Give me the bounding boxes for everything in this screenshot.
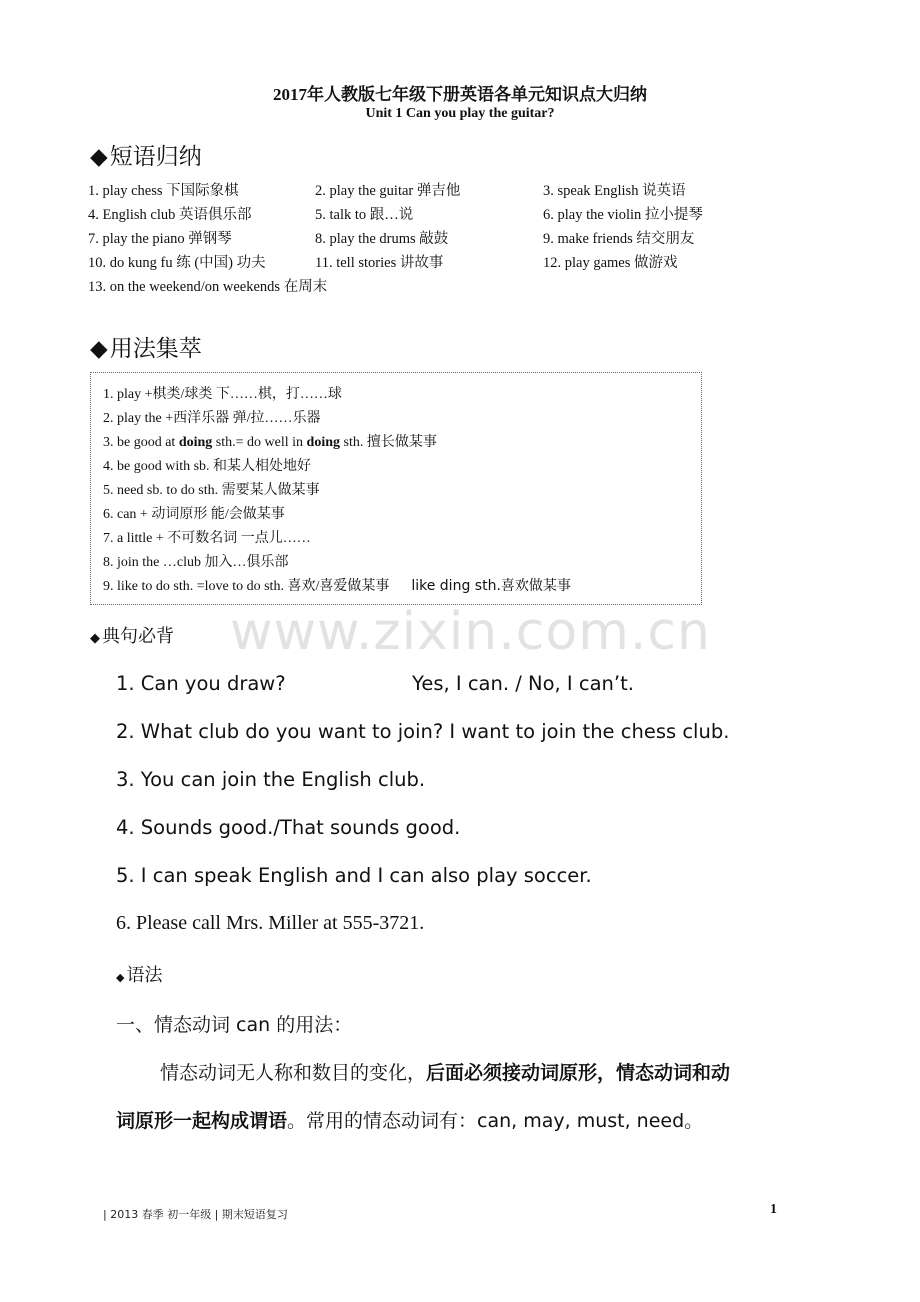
phrase-item: 7. play the piano 弹钢琴 — [88, 231, 232, 247]
grammar-paragraph-line-2 — [116, 1106, 703, 1133]
phrases-heading-text: 短语归纳 — [109, 144, 202, 170]
usage-text: 9. like to do sth. =love to do sth. 喜欢/喜爱做某事 — [103, 579, 390, 594]
paragraph-bold-text: 后面必须接动词原形，情态动词和动 — [426, 1062, 731, 1084]
sentence-4: 4. Sounds good./That sounds good. — [116, 816, 461, 839]
usage-text: sth.= do well in — [212, 435, 307, 450]
phrase-item: 4. English club 英语俱乐部 — [88, 207, 252, 223]
paragraph-bold-text: 词原形一起构成谓语 — [116, 1110, 288, 1132]
usage-heading-text: 用法集萃 — [109, 336, 202, 362]
grammar-heading-text: 语法 — [126, 965, 163, 986]
phrase-item: 8. play the drums 敲鼓 — [315, 231, 449, 247]
phrases-heading — [90, 138, 202, 171]
usage-text: sth. 擅长做某事 — [340, 435, 437, 450]
phrase-item: 1. play chess 下国际象棋 — [88, 183, 239, 199]
grammar-heading — [116, 961, 162, 987]
document-title: 2017年人教版七年级下册英语各单元知识点大归纳 — [273, 85, 647, 104]
usage-item: 6. can + 动词原形 能/会做某事 — [103, 507, 285, 522]
page-number: 1 — [770, 1202, 777, 1217]
usage-bold-text: doing — [178, 435, 213, 450]
usage-item — [103, 575, 571, 595]
diamond-icon: ◆ — [90, 631, 100, 646]
diamond-icon: ◆ — [90, 336, 108, 362]
phrase-item: 5. talk to 跟…说 — [315, 207, 414, 223]
usage-heading — [90, 330, 202, 363]
unit-title: Unit 1 Can you play the guitar? — [365, 106, 555, 121]
usage-bold-text: doing — [306, 435, 340, 450]
usage-item: 7. a little + 不可数名词 一点儿…… — [103, 531, 311, 546]
usage-item: 8. join the …club 加入…俱乐部 — [103, 555, 289, 570]
sentence-5: 5. I can speak English and I can also play soccer. — [116, 864, 592, 887]
phrase-item: 12. play games 做游戏 — [543, 255, 678, 271]
sentence-6: 6. Please call Mrs. Miller at 555-3721. — [116, 912, 425, 934]
sentences-heading — [90, 622, 174, 648]
usage-item: 2. play the +西洋乐器 弹/拉……乐器 — [103, 411, 321, 426]
footer-label: | 2013 春季 初一年级 | 期末短语复习 — [103, 1208, 288, 1221]
sentence-1-answer: Yes, I can. / No, I can’t. — [412, 672, 634, 695]
grammar-subheading: 一、情态动词 can 的用法： — [116, 1014, 353, 1036]
paragraph-text: 。常用的情态动词有：can, may, must, need。 — [287, 1110, 704, 1132]
sentence-3: 3. You can join the English club. — [116, 768, 426, 791]
sentences-heading-text: 典句必背 — [102, 626, 174, 647]
usage-text: 3. be good at — [103, 435, 179, 450]
paragraph-text: 情态动词无人称和数目的变化， — [160, 1062, 427, 1084]
diamond-icon: ◆ — [90, 144, 108, 170]
usage-item — [103, 431, 437, 451]
phrase-item: 11. tell stories 讲故事 — [315, 255, 444, 271]
sentence-2: 2. What club do you want to join? I want to join the chess club. — [116, 720, 730, 743]
usage-item: 4. be good with sb. 和某人相处地好 — [103, 459, 312, 474]
phrase-item: 13. on the weekend/on weekends 在周末 — [88, 279, 328, 295]
grammar-paragraph-line-1 — [160, 1058, 730, 1085]
phrase-item: 10. do kung fu 练 (中国) 功夫 — [88, 255, 266, 271]
phrase-item: 9. make friends 结交朋友 — [543, 231, 695, 247]
phrase-item: 6. play the violin 拉小提琴 — [543, 207, 703, 223]
watermark: www.zixin.com.cn — [230, 602, 711, 662]
usage-text: like ding sth.喜欢做某事 — [411, 578, 571, 594]
diamond-icon: ◆ — [116, 971, 125, 984]
phrase-item: 2. play the guitar 弹吉他 — [315, 183, 461, 199]
phrase-item: 3. speak English 说英语 — [543, 183, 686, 199]
usage-item: 1. play +棋类/球类 下……棋，打……球 — [103, 387, 342, 402]
usage-item: 5. need sb. to do sth. 需要某人做某事 — [103, 483, 320, 498]
sentence-1-question: 1. Can you draw? — [116, 672, 286, 695]
